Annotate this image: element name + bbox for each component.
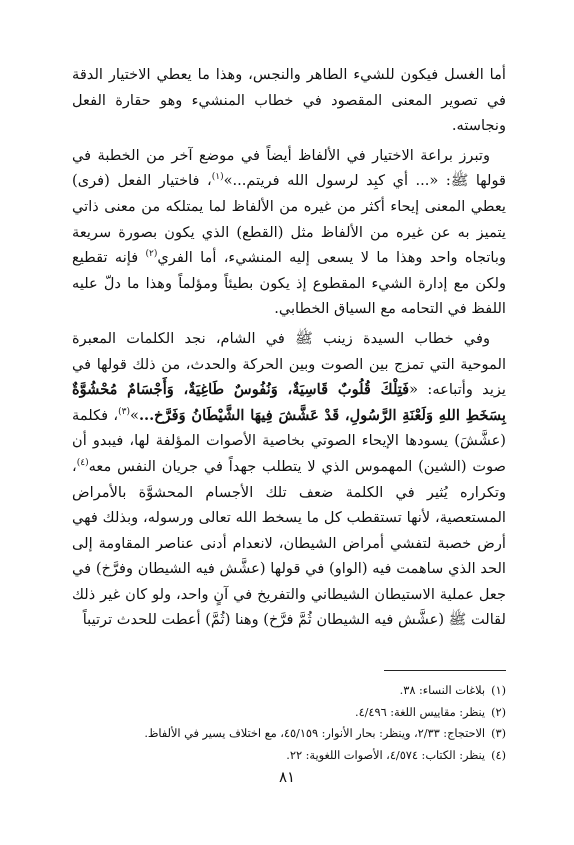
paragraph-3-text-c: ، فكلمة (عشَّشَ) يسودها الإيحاء الصوتي بخاصية الأصوات المؤلفة لها، فيبدو أن صوت (الشين) المهموس الذي لا يتطلب جهداً في جريان النفس معه xyxy=(72,406,506,475)
paragraph-2-text-c: فإنه تقطيع ولكن مع إدارة الشيء المقطوع إذ يكون بطيئاً ومؤلماً وهذا ما دلّ عليه اللفظ في التحامه مع السياق الخطابي. xyxy=(72,249,506,318)
footnote-3 xyxy=(72,723,506,745)
footnote-text: ينظر: مقاييس اللغة: ٤/٤٩٦. xyxy=(354,705,486,719)
footnote-1 xyxy=(72,680,506,702)
paragraph-3-text-a: وفي خطاب السيدة زينب ﷺ في الشام، نجد الكلمات المعبرة الموحية التي تمزج بين الصوت وبين الحركة والحدث، من ذلك قولها في يزيد وأتباعه: « xyxy=(72,329,506,399)
paragraph-2-text-b: ، فاختيار الفعل (فرى) يعطي المعنى إيحاء أكثر من غيره من الألفاظ لما يمتلكه من معنى ذاتي يتميز به عن غيره من الألفاظ مثل (القطع) الذي يكون بصورة سريعة وباتجاه واحد وهذا ما لا يسعى إليه المنشيء، أما الفري xyxy=(72,172,506,267)
footnote-number: (١) xyxy=(491,684,506,697)
footnote-divider xyxy=(384,670,506,671)
paragraph-3-text-d: ، وتكراره يُثير في الكلمة ضعف تلك الأجسام المحشوَّة بالأمراض المستعصية، لأنها تستقطب كل ما يسخط الله تعالى ورسوله، وبذلك فهي أرض خصبة لتفشي أمراض الشيطان، لانعدام أدنى عناصر المقاومة إلى الحد الذي ساهمت فيه (الواو) في قولها (عشَّش فيه الشيطان وفرَّخ) في جعل عملية الاستيطان الشيطاني والتفريخ في آنٍ واحد، ولو كان غير ذلك لقالت ﷺ (عشَّش فيه الشيطان ثُمَّ فرَّخ) وهنا (ثُمَّ) أعطت للحدث ترتيباً xyxy=(72,457,506,629)
footnote-text: الاحتجاج: ٢/٣٣، وينظر: بحار الأنوار: ٤٥/١٥٩، مع اختلاف يسير في الألفاظ. xyxy=(144,727,486,740)
footnote-ref-2[interactable]: (٢) xyxy=(145,249,158,260)
main-text xyxy=(72,62,506,633)
footnote-ref-4[interactable]: (٤) xyxy=(76,458,89,469)
footnote-text: ينظر: الكتاب: ٤/٥٧٤، الأصوات اللغوية: ٢٢. xyxy=(286,748,486,762)
paragraph-2 xyxy=(72,143,506,322)
page-number: ٨١ xyxy=(278,768,296,786)
paragraph-1-text: أما الغسل فيكون للشيء الطاهر والنجس، وهذا ما يعطي الاختيار الدقة في تصوير المعنى المقصود في خطاب المنشيء وهو حقارة الفعل ونجاسته. xyxy=(72,66,506,135)
footnote-number: (٤) xyxy=(491,748,506,762)
paragraph-2-text-a: وتبرز براعة الاختيار في الألفاظ أيضاً في موضع آخر من الخطبة في قولها ﷺ: «... أي كبِد لرسول الله فريتم...» xyxy=(72,146,506,190)
footnotes xyxy=(72,680,506,766)
footnote-number: (٢) xyxy=(491,705,506,719)
quotation: فَتِلْكَ قُلُوبٌ قَاسِيَةٌ، وَنُفُوسٌ طَاغِيَةٌ، وَأَجْسَامٌ مُحْشُوَّةٌ بِسَخَطِ اللهِ وَلَعْنَةِ الرَّسُولِ، قَدْ عَشَّشَ فِيهَا الشَّيْطَانُ وَفَرَّخ... xyxy=(72,381,506,424)
footnote-text: بلاغات النساء: ٣٨. xyxy=(399,684,486,697)
paragraph-3 xyxy=(72,326,506,633)
paragraph-1 xyxy=(72,62,506,139)
footnote-number: (٣) xyxy=(491,727,506,740)
footnote-ref-3[interactable]: (٣) xyxy=(118,406,130,417)
footnote-ref-1[interactable]: (١) xyxy=(211,172,224,183)
footnote-2 xyxy=(72,702,506,724)
paragraph-3-quote-close: » xyxy=(130,406,139,424)
footnote-4 xyxy=(72,745,506,767)
